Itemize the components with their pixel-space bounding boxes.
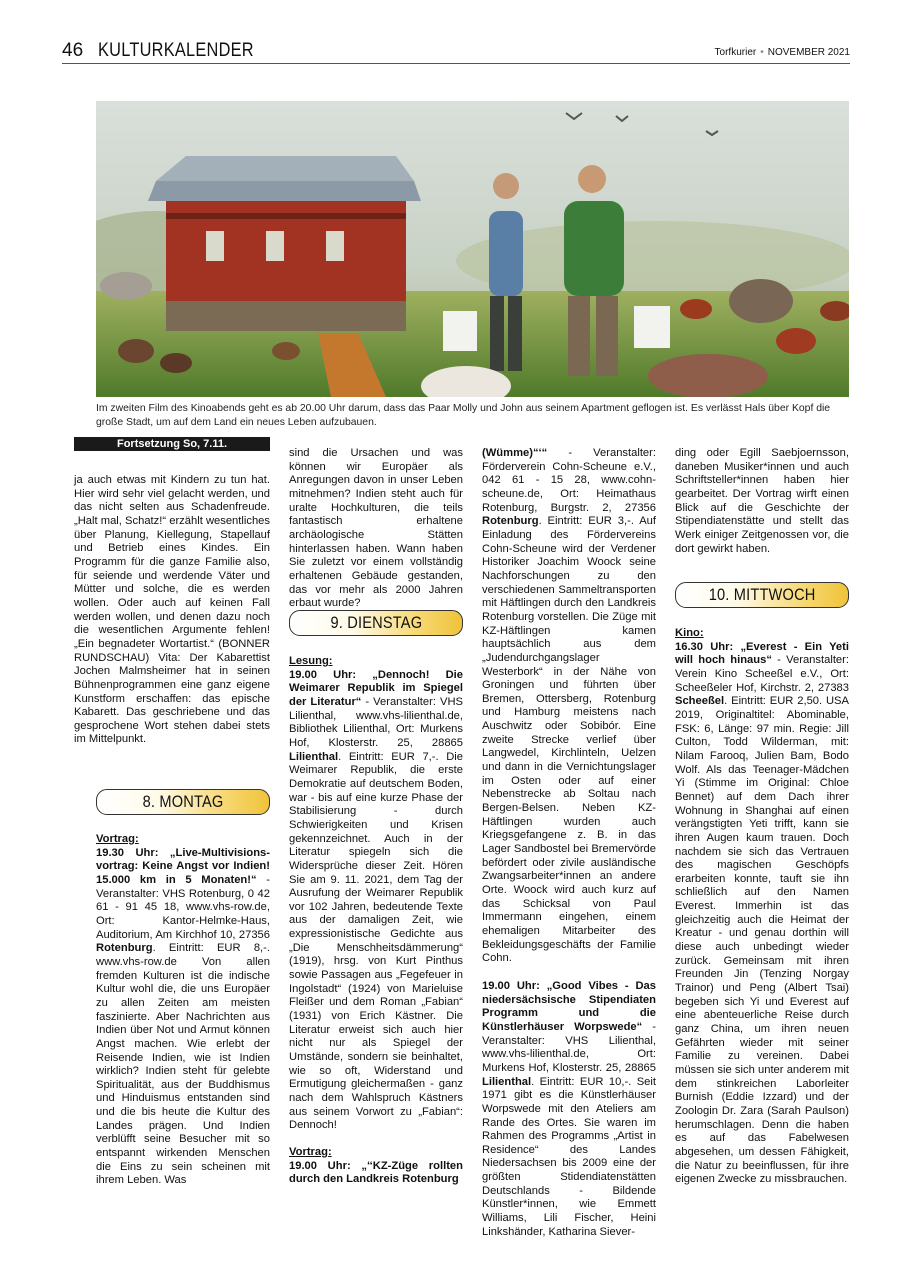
event-title: 19.30 Uhr: „Live-Multivisions-vortrag: Keine Angst vor Indien! 15.000 km in 5 Monaten!“ bbox=[96, 846, 270, 886]
publication-name: Torfkurier bbox=[714, 47, 757, 58]
event-description: . Eintritt: EUR 10,-. Seit 1971 gibt es die Künstlerhäuser Worpswede mit den Ateliers am Rande des Ortes. Sie waren im Rahmen des Programms „Artist in Residence“ des Landes Niedersachsen bis 2009 eine der größten Stidendiatenstätten Deutschlands - Bildende Künstler*innen, wie Emmett Williams, Lili Fischer, Heini Linkshänder, Katharina Siever- bbox=[482, 1075, 656, 1238]
spacer bbox=[289, 1133, 463, 1146]
event-title: (Wümme)“‘“ bbox=[482, 447, 548, 459]
event-description: . Eintritt: EUR 7,-. Die Weimarer Republik, die erste Demokratie auf deutschem Boden, war - bis auf eine kurze Phase der Stabilisierung - durch Schwierigkeiten und Krisen gekennzeichnet. Auch in der Literatur spiegeln sich die Widersprüche dieser Zeit. Hören Sie am 9. 11. 2021, dem Tag der Ausrufung der Weimarer Republik vor 102 Jahren, bedeutende Texte aus der damaligen Zeit, wie expressionistische Gedichte aus „Die Menschheitsdämmerung“ (1919), hrsg. von Kurt Pinthus sowie Passagen aus „Fegefeuer in Ingolstadt“ (1924) von Marieluise Fleißer und dem Roman „Fabian“ (1931) von Erich Kästner. Die Literatur erweist sich auch hier nicht nur als Spiegel der Umstände, sondern sie beinhaltet, wie so oft, Widerstand und Ermutigung gleichermaßen - ganz nach dem Wahlspruch Kästners aus seinem Vorwort zu „Fabian“: Dennoch! bbox=[289, 750, 463, 1132]
event-description: . Eintritt: EUR 8,-. www.vhs-row.de Von allen fremden Kulturen ist die indische Kultur wohl die, die uns Europäer zu allen Zeiten am meisten faszinierte. Aber Nachrichten aus Indien über Not und Armut können Angst machen. Wie erlebt der Reisende Indien, wie ist Indien wirklich? Indien steht für gelebte Spiritualität, aus der Buddhismus und Hinduismus entstanden sind und die bis heute die Kultur des Landes prägen. Und Indien verblüfft seine Besucher mit so entspannt wirkenden Menschen die Eins zu sein scheinen mit ihrem Leben. Was bbox=[96, 942, 270, 1187]
day-label: 9. DIENSTAG bbox=[330, 613, 422, 632]
day-heading-monday bbox=[96, 789, 270, 815]
day-heading-wednesday bbox=[675, 582, 849, 608]
page-number: 46 bbox=[62, 40, 84, 61]
col1-paragraph: ja auch etwas mit Kindern zu tun hat. Hier wird sehr viel gelacht werden, und das nicht selten aus Schadenfreude. „Halt mal, Schatz!“ erzählt wesentliches über Planung, Kiellegung, Stapellauf und Betrieb eines Kindes. Ein Programm für die ganze Familie also, für seiende und werdende Väter und Mütter und solche, die es werden wollen. Oder auch auf keinen Fall werden wollen, und denen dazu noch die wesentlichen Argumente fehlen! „Ein begnadeter Wortartist.“ (BONNER RUNDSCHAU) Vita: Der Kabarettist Jochen Malmsheimer hat in seinen Bühnenprogrammen eine ganz eigene Kunstform erschaffen: das epische Kabarett. Das geschriebene und das gesprochene Wort stehen dabei stets im Mittelpunkt. bbox=[74, 474, 270, 746]
section-title: KULTURKALENDER bbox=[98, 40, 254, 61]
col4-paragraph: ding oder Egill Saebjoernsson, daneben Musiker*innen und auch Schriftsteller*innen haben hier gearbeitet. Der Vortrag wirft einen Blick auf die Geschichte der Stipendiatenstätte und stellt das Werk einiger Zeitgenossen vor, die dort gewirkt haben. bbox=[675, 447, 849, 555]
event-place: Scheeßel bbox=[675, 695, 725, 708]
column-2-events bbox=[289, 655, 463, 1187]
event-entry bbox=[482, 980, 656, 1239]
event-details: - Veranstalter: VHS Lilienthal, www.vhs-lilienthal.de, Ort: Murkens Hof, Klosterstr. 25, 28865 bbox=[482, 1020, 656, 1074]
column-1 bbox=[74, 474, 270, 747]
event-title: 19.00 Uhr: „Good Vibes - Das niedersächsische Stipendiaten Programm und die Künstlerhäuser Worpswede“ bbox=[482, 979, 656, 1033]
column-2 bbox=[289, 447, 463, 611]
day-label: 10. MITTWOCH bbox=[708, 585, 816, 604]
event-entry bbox=[96, 847, 270, 1188]
event-category: Vortrag: bbox=[289, 1145, 332, 1158]
event-description: . Eintritt: EUR 3,-. Auf Einladung des Fördervereins Cohn-Scheune wird der Verdener Historiker Joachim Woock seine Nachforschungen zu den verschiedenen Sammeltransporten mit Häftlingen durch den Landkreis Rotenburg vorstellen. Die Züge mit KZ-Häftlingen kamen hauptsächlich aus dem „Judendurchgangslager Westerbork“ in der Nähe von Groningen und führten über Bremen, Ottersberg, Rotenburg und Hamburg meistens nach Auschwitz oder Sobibór. Eine zweite Strecke verlief über Langwedel, Kirchlinteln, Uelzen und dann in die Vernichtungslager im Osten oder auf einer Nebenstrecke ab Soltau nach Bergen-Belsen. Neben KZ-Häftlingen wurden auch Kriegsgefangene z. B. in das Lager Sandbostel bei Bremervörde befördert oder zivile ausländische Zwangsarbeiter*innen an andere Orte. Woock wird auch kurz auf das Schicksal von Paul Immermann eingehen, einem ehemaligen Mitarbeiter des Bekleidungsgeschäfts der Familie Cohn. bbox=[482, 515, 656, 965]
spacer bbox=[482, 966, 656, 980]
column-4 bbox=[675, 447, 849, 556]
issue-info bbox=[715, 47, 850, 58]
event-entry bbox=[289, 1160, 463, 1187]
event-details: - Veranstalter: VHS Lilienthal, www.vhs-lilienthal.de, Bibliothek Lilienthal, Ort: Murkens Hof, Klosterstr. 25, 28865 bbox=[289, 695, 463, 749]
continuation-label: Fortsetzung So, 7.11. bbox=[74, 437, 270, 451]
day-heading-tuesday bbox=[289, 610, 463, 636]
day-label: 8. MONTAG bbox=[142, 792, 224, 811]
event-place: Rotenburg bbox=[96, 942, 153, 955]
event-category: Vortrag: bbox=[96, 833, 139, 845]
event-place: Rotenburg bbox=[482, 515, 539, 528]
separator-dot: • bbox=[760, 47, 764, 58]
event-place: Lilienthal bbox=[482, 1075, 532, 1088]
issue-date: NOVEMBER 2021 bbox=[767, 47, 850, 58]
column-4-events bbox=[675, 627, 849, 1187]
event-details: - Veranstalter: Verein Kino Scheeßel e.V., Ort: Scheeßeler Hof, Kirchstr. 2, 27383 bbox=[675, 654, 849, 694]
column-3 bbox=[482, 447, 656, 1239]
page-header bbox=[62, 38, 850, 64]
event-entry bbox=[289, 669, 463, 1133]
event-title: 16.30 Uhr: „Everest - Ein Yeti will hoch hinaus“ bbox=[675, 640, 849, 667]
farm-photo bbox=[96, 101, 849, 397]
event-entry bbox=[675, 641, 849, 1187]
event-category: Kino: bbox=[675, 627, 704, 639]
col2-paragraph: sind die Ursachen und was können wir Europäer als Anregungen davon in unser Leben mitnehmen? Indien steht auch für uralte Hochkulturen, die teils fantastisch erhaltene archäologische Stätten hinterlassen haben. Wann haben Sie zuletzt vor einem vollständig erhaltenen Gebäude gestanden, das vor mehr als 2000 Jahren erbaut wurde? bbox=[289, 447, 463, 610]
event-entry bbox=[482, 447, 656, 966]
event-place: Lilienthal bbox=[289, 750, 339, 763]
event-category: Lesung: bbox=[289, 655, 333, 667]
photo-caption: Im zweiten Film des Kinoabends geht es ab 20.00 Uhr darum, dass das Paar Molly und John aus seinem Apartment geflogen ist. Es verlässt Hals über Kopf die große Stadt, um auf dem Land ein neues Leben aufzubauen. bbox=[96, 403, 831, 428]
event-description: . Eintritt: EUR 2,50. USA 2019, Originaltitel: Abominable, FSK: 6, Länge: 97 min. Regie: Jill Culton, Todd Wilderman, mit: Nilam Farooq, Julien Bam, Bodo Wolf. Als das Teenager-Mädchen Yi (Stimme im Original: Chloe Bennet) auf dem Dach ihrer Wohnung in Shanghai auf einen verängstigten Yeti trifft, kann sie ihren Augen kaum trauen. Doch nachdem sie sich das Vertrauen des magischen Geschöpfs erarbeiten konnte, tauft sie ihn schließlich auf den Namen Everest. Immerhin ist das gleichzeitig auch die Heimat der Kreatur - und genau dorthin will diese auch unbedingt wieder zurück. Gemeinsam mit ihren Freunden Jin (Tenzing Norgay Trainor) und Peng (Albert Tsai) begeben sich Yi und Everest auf eine abenteuerliche Reise durch ganz China, um ihren neuen Gefährten wieder mit seiner Familie zu vereinen. Dabei müssen sie sich unter anderem mit dem stinkreichen Laborleiter Burnish (Eddie Izzard) und der Zoologin Dr. Zara (Sarah Paulson) herumschlagen. Denn die haben es auf das Fabelwesen abgesehen, um dessen Fähigkeit, die Natur zu beeinflussen, für ihre eigenen Zwecke zu missbrauchen. bbox=[675, 695, 849, 1186]
event-title: 19.00 Uhr: „‘‘KZ-Züge rollten durch den Landkreis Rotenburg bbox=[289, 1159, 463, 1186]
event-details: - Veranstalter: VHS Rotenburg, 0 42 61 - 91 45 18, www.vhs-row.de, Ort: Kantor-Helmke-Haus, Auditorium, Am Kirchhof 10, 27356 bbox=[96, 873, 270, 941]
event-title: 19.00 Uhr: „Dennoch! Die Weimarer Republik im Spiegel der Literatur“ bbox=[289, 668, 463, 708]
event-details: - Veranstalter: Förderverein Cohn-Scheune e.V., 042 61 - 15 28, www.cohn-scheune.de, Ort: Heimathaus Rotenburg, Burgstr. 2, 27356 bbox=[482, 447, 656, 514]
column-1-events bbox=[96, 833, 270, 1188]
